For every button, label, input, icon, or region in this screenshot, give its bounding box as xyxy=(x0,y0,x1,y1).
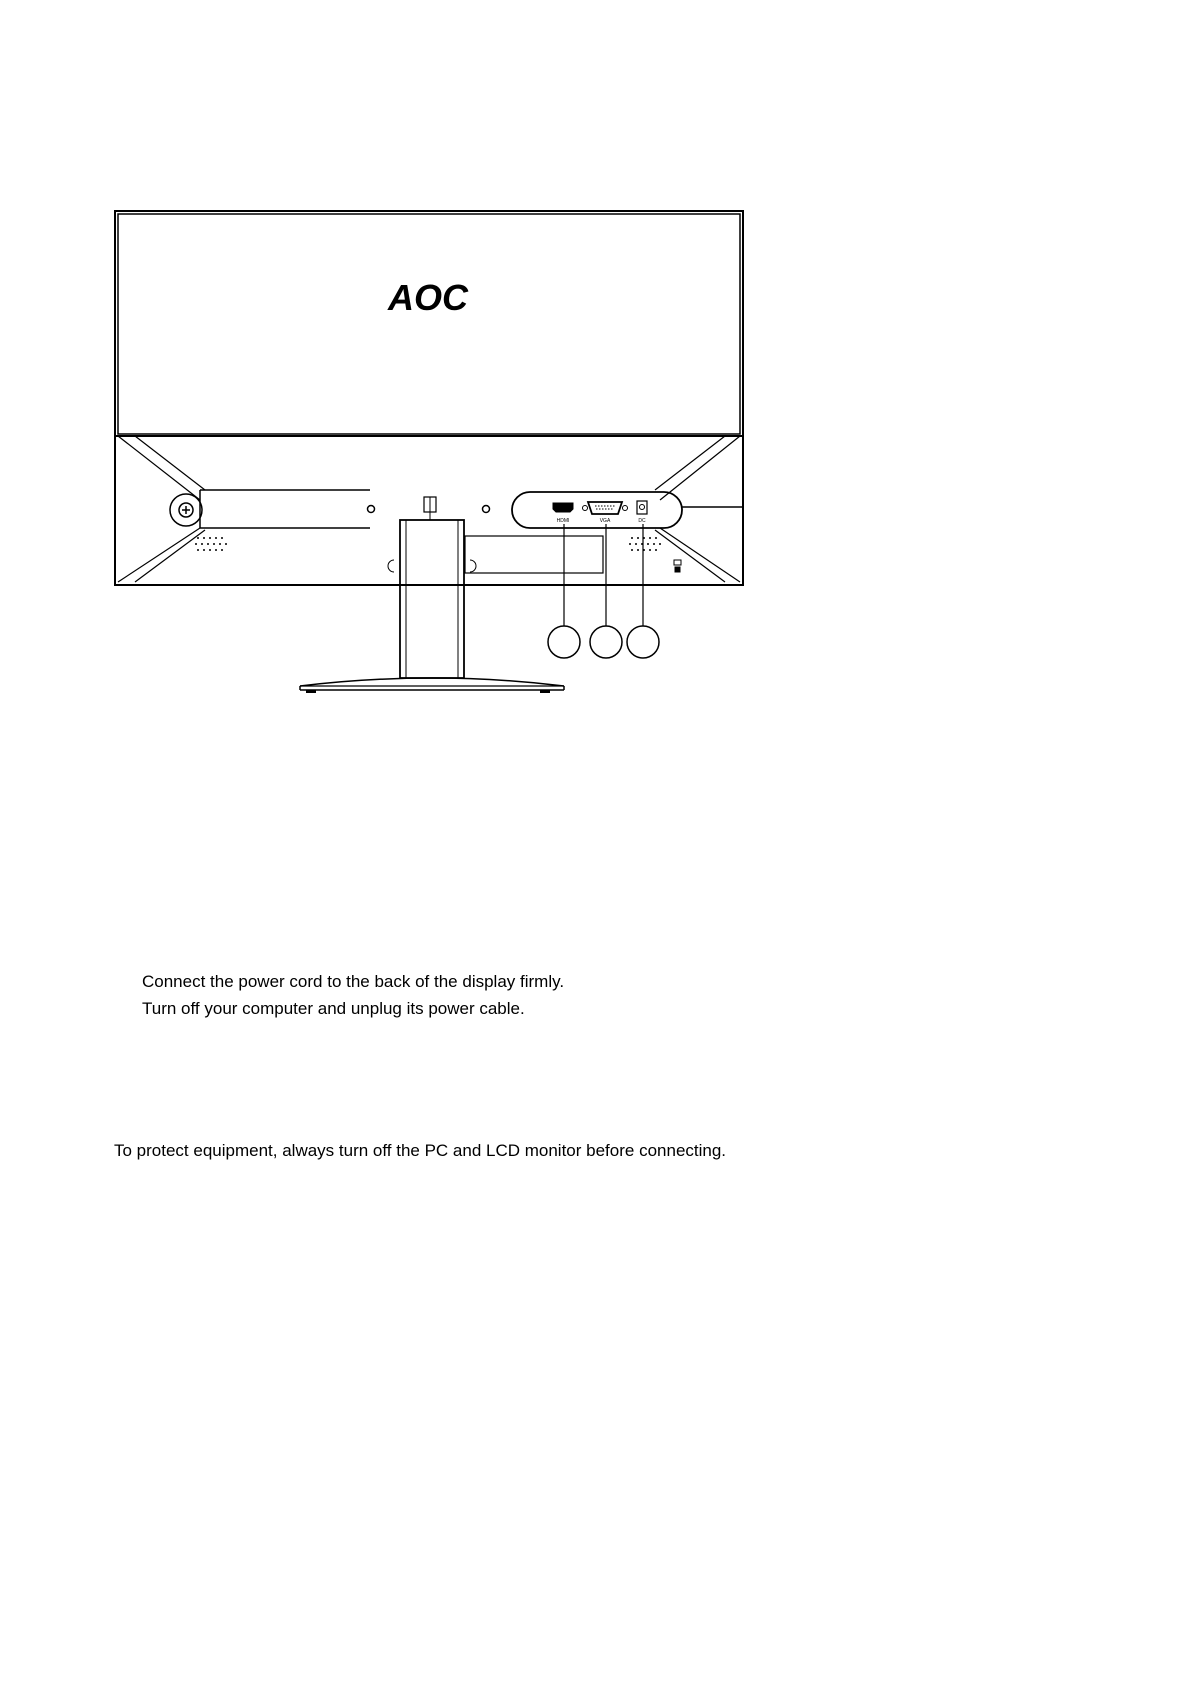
stand-base xyxy=(300,678,564,693)
screw-hole-icon xyxy=(483,506,490,513)
monitor-rear-diagram xyxy=(0,0,1191,720)
port-label-dc: DC xyxy=(638,518,646,524)
callout-circle-3 xyxy=(627,626,659,658)
monitor-inner-frame xyxy=(118,214,740,434)
speaker-grille-right-icon xyxy=(629,537,661,551)
speaker-grille-left-icon xyxy=(195,537,227,551)
instruction-step-2: Turn off your computer and unplug its power cable. xyxy=(142,999,525,1018)
instruction-step-1: Connect the power cord to the back of the display firmly. xyxy=(142,972,565,991)
joystick-button-icon xyxy=(170,494,202,526)
port-label-hdmi: HDMI xyxy=(556,518,570,524)
screw-hole-icon xyxy=(368,506,375,513)
callout-circle-1 xyxy=(548,626,580,658)
dc-power-port-icon xyxy=(637,501,647,514)
kensington-lock-icon xyxy=(674,560,681,572)
port-panel xyxy=(512,492,682,528)
vga-port-icon xyxy=(583,502,628,514)
label-recess xyxy=(465,536,603,573)
stand-neck xyxy=(388,497,476,678)
hdmi-port-icon xyxy=(553,503,573,512)
safety-note: To protect equipment, always turn off the PC and LCD monitor before connecting. xyxy=(114,1141,727,1160)
port-label-vga: VGA xyxy=(599,518,611,524)
brand-logo: AOC xyxy=(388,277,468,318)
callout-circle-2 xyxy=(590,626,622,658)
